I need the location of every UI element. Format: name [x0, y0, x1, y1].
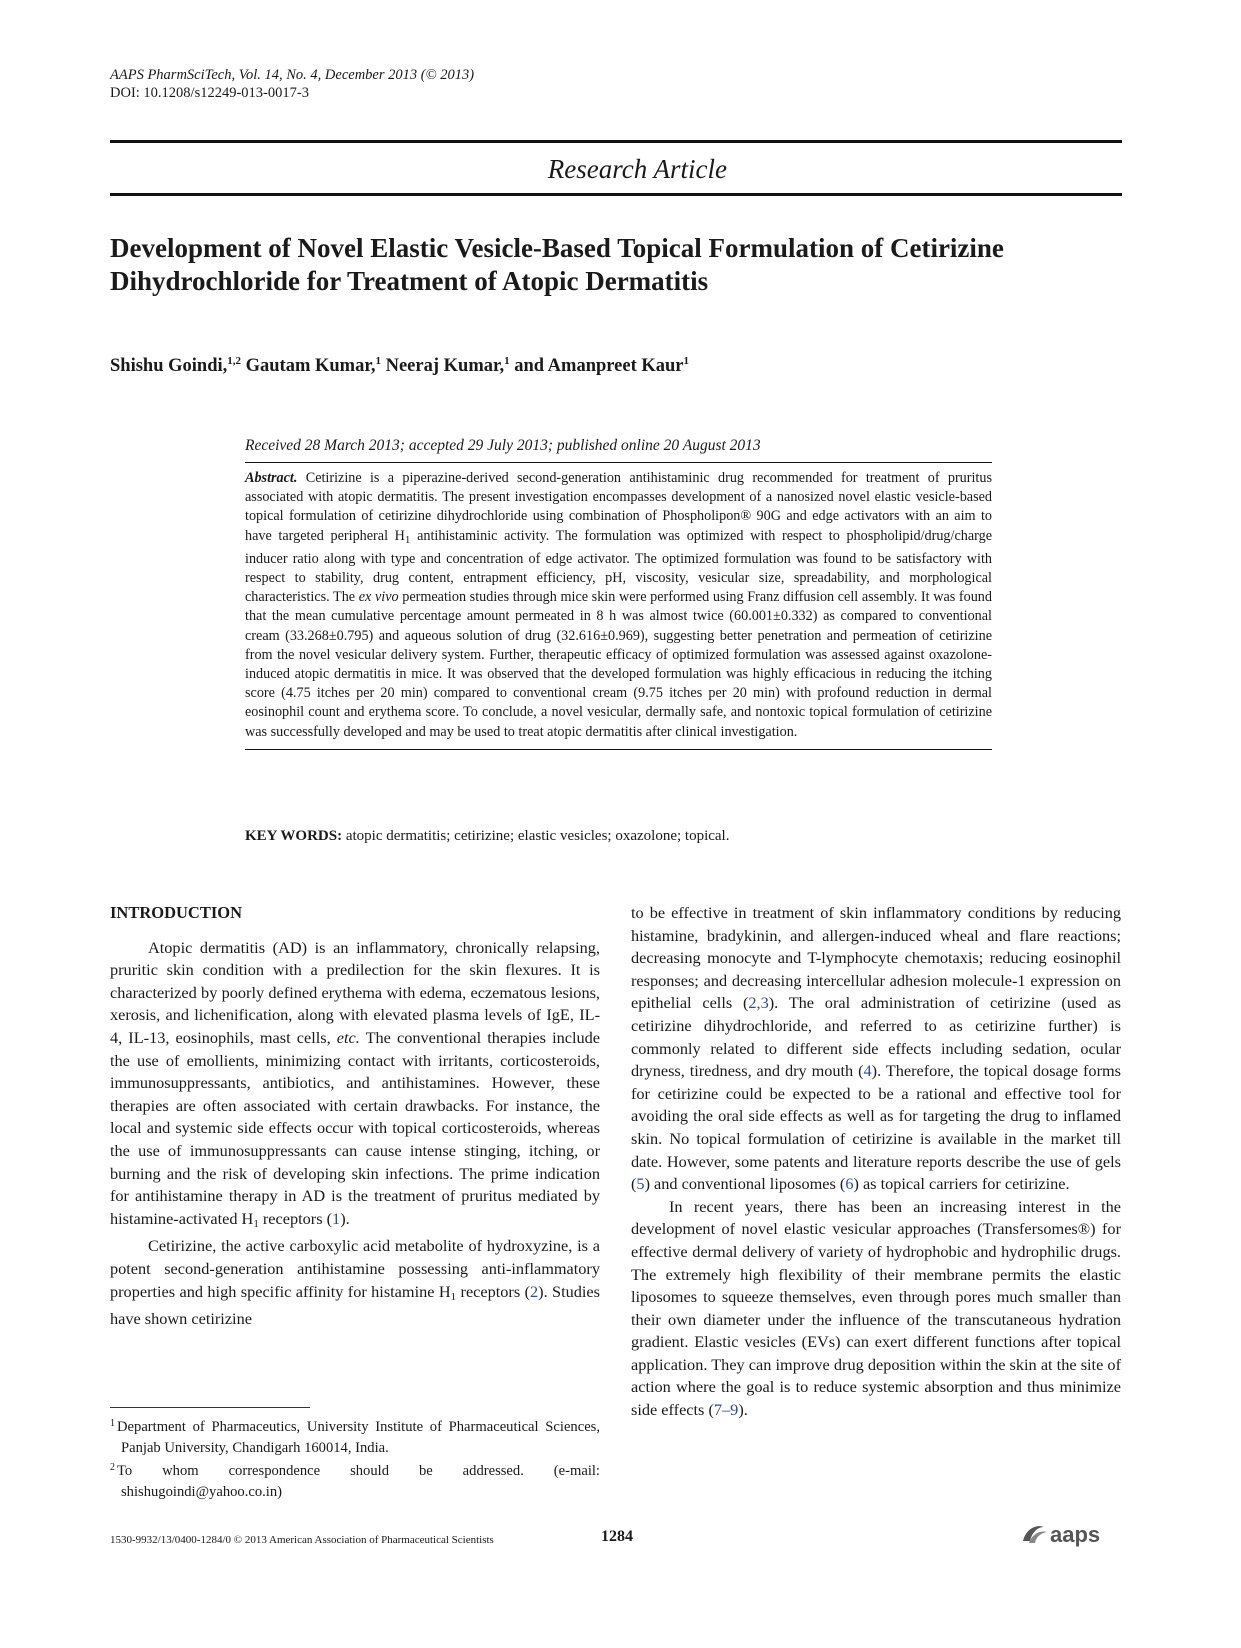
title-rule [110, 193, 1122, 196]
publication-dates: Received 28 March 2013; accepted 29 July 2013; published online 20 August 2013 [245, 437, 761, 454]
author-affiliation: 1 [375, 355, 381, 367]
reference-link[interactable]: 1 [332, 1208, 341, 1228]
keywords-text: atopic dermatitis; cetirizine; elastic vesicles; oxazolone; topical. [342, 828, 730, 844]
body-column-left [110, 902, 600, 1331]
author-name: Shishu Goindi, [110, 356, 228, 376]
paragraph: In recent years, there has been an increasing interest in the development of novel elastic vesicular approaches (Transfersomes®) for effective dermal delivery of variety of hydrophobic and hydrophilic drugs. The extremely high flexibility of their membrane permits the elastic liposomes to squeeze themselves, even through pores much smaller than their own diameter under the influence of the transcutaneous hydration gradient. Elastic vesicles (EVs) can exert different functions after topical application. They can improve drug deposition within the skin at the site of action where the goal is to reduce systemic absorption and thus minimize side effects (7–9). [631, 1196, 1121, 1420]
reference-link[interactable]: 4 [863, 1061, 872, 1081]
paragraph: to be effective in treatment of skin inflammatory conditions by reducing histamine, bradykinin, and allergen-induced wheal and flare reactions; decreasing monocyte and T-lymphocyte chemotaxis; reducing eosinophil responses; and decreasing intercellular adhesion molecule-1 expression on epithelial cells (2,3). The oral administration of cetirizine (used as cetirizine dihydrochloride, and referred to as cetirizine further) is commonly related to different side effects including sedation, ocular dryness, tiredness, and dry mouth (4). Therefore, the topical dosage forms for cetirizine could be expected to be a rational and effective tool for avoiding the oral side effects as well as for targeting the drug to inflamed skin. No topical formulation of cetirizine is available in the market till date. However, some patents and literature reports describe the use of gels (5) and conventional liposomes (6) as topical carriers for cetirizine. [631, 903, 1121, 1194]
page-number: 1284 [601, 1528, 633, 1545]
top-rule [110, 140, 1122, 143]
footnote-2: $^2$ To whom correspondence should be addressed. (e-mail: shishugoindi@yahoo.co.in) [110, 1462, 600, 1500]
logo-text: aaps [1050, 1522, 1101, 1547]
footnote-rule [110, 1407, 310, 1408]
doi: DOI: 10.1208/s12249-013-0017-3 [110, 85, 309, 101]
article-type: Research Article [547, 154, 727, 184]
section-heading: INTRODUCTION [110, 903, 243, 922]
reference-link[interactable]: 7–9 [713, 1400, 739, 1420]
keywords [245, 828, 729, 845]
reference-link[interactable]: 2,3 [748, 993, 769, 1013]
title-line-1: Development of Novel Elastic Vesicle-Based Topical Formulation of Cetirizine [110, 233, 1004, 263]
author-affiliation: 1 [683, 355, 690, 367]
footnotes [110, 1414, 600, 1502]
aaps-logo [1020, 1521, 1130, 1547]
author-name: and Amanpreet Kaur [509, 356, 684, 376]
footnote-1: $^1$ Department of Pharmaceutics, University Institute of Pharmaceutical Sciences, Panjab University, Chandigarh 160014, India. [110, 1418, 600, 1456]
author-affiliation: 1 [504, 355, 510, 367]
reference-link[interactable]: 6 [845, 1174, 854, 1194]
abstract [245, 462, 992, 750]
body-column-right [631, 902, 1121, 1422]
paragraph: Cetirizine, the active carboxylic acid metabolite of hydroxyzine, is a potent second-generation antihistamine possessing anti-inflammatory properties and high specific affinity for histamine $H_1$ receptors (2). Studies have shown cetirizine [110, 1236, 600, 1329]
abstract-lead: Abstract. [245, 470, 298, 486]
title-line-2: Dihydrochloride for Treatment of Atopic Dermatitis [110, 266, 709, 296]
paper-title [110, 232, 1122, 298]
aaps-swoosh-icon [1023, 1526, 1047, 1543]
keywords-label: KEY WORDS: [245, 828, 343, 844]
reference-link[interactable]: 5 [636, 1174, 645, 1194]
author-list [110, 355, 689, 377]
copyright-line: 1530-9932/13/0400-1284/0 © 2013 American Association of Pharmaceutical Scientists [110, 1534, 494, 1546]
journal-citation: AAPS PharmSciTech, Vol. 14, No. 4, December 2013 (© 2013) [110, 67, 475, 83]
abstract-text: Abstract. Cetirizine is a piperazine-derived second-generation antihistaminic drug recommended for treatment of pruritus associated with atopic dermatitis. The present investigation encompasses development of a nanosized novel elastic vesicle-based topical formulation of cetirizine dihydrochloride using combination of Phospholipon® 90G and edge activators with an aim to have targeted peripheral $H_1$ antihistaminic activity. The formulation was optimized with respect to phospholipid/drug/charge inducer ratio along with type and concentration of edge activator. The optimized formulation was found to be satisfactory with respect to stability, drug content, entrapment efficiency, pH, viscosity, vesicular size, spreadability, and morphological characteristics. The ex vivo permeation studies through mice skin were performed using Franz diffusion cell assembly. It was found that the mean cumulative percentage amount permeated in 8 h was almost twice (60.001±0.332) as compared to conventional cream (33.268±0.795) and aqueous solution of drug (32.616±0.969), suggesting better penetration and permeation of cetirizine from the novel vesicular delivery system. Further, therapeutic efficacy of optimized formulation was assessed against oxazolone-induced atopic dermatitis in mice. It was observed that the developed formulation was highly efficacious in reducing the itching score (4.75 itches per 20 min) compared to conventional cream (9.75 itches per 20 min) with profound reduction in dermal eosinophil count and erythema score. To conclude, a novel vesicular, dermally safe, and nontoxic topical formulation of cetirizine was successfully developed and may be used to treat atopic dermatitis after clinical investigation. [245, 470, 992, 740]
paragraph: Atopic dermatitis (AD) is an inflammatory, chronically relapsing, pruritic skin condition with a predilection for the skin flexures. It is characterized by poorly defined erythema with edema, eczematous lesions, xerosis, and lichenification, along with elevated plasma levels of IgE, IL-4, IL-13, eosinophils, mast cells, etc. The conventional therapies include the use of emollients, minimizing contact with irritants, corticosteroids, immunosuppressants, antibiotics, and antihistamines. However, these therapies are often associated with certain drawbacks. For instance, the local and systemic side effects occur with topical corticosteroids, whereas the use of immunosuppressants can cause intense stinging, itching, or burning and the risk of developing skin infections. The prime indication for antihistamine therapy in AD is the treatment of pruritus mediated by histamine-activated $H_1$ receptors (1). [110, 937, 600, 1230]
author-name: Gautam Kumar, [241, 356, 376, 376]
reference-link[interactable]: 2 [530, 1281, 539, 1301]
author-affiliation: 1,2 [227, 355, 241, 367]
author-name: Neeraj Kumar, [380, 356, 505, 376]
